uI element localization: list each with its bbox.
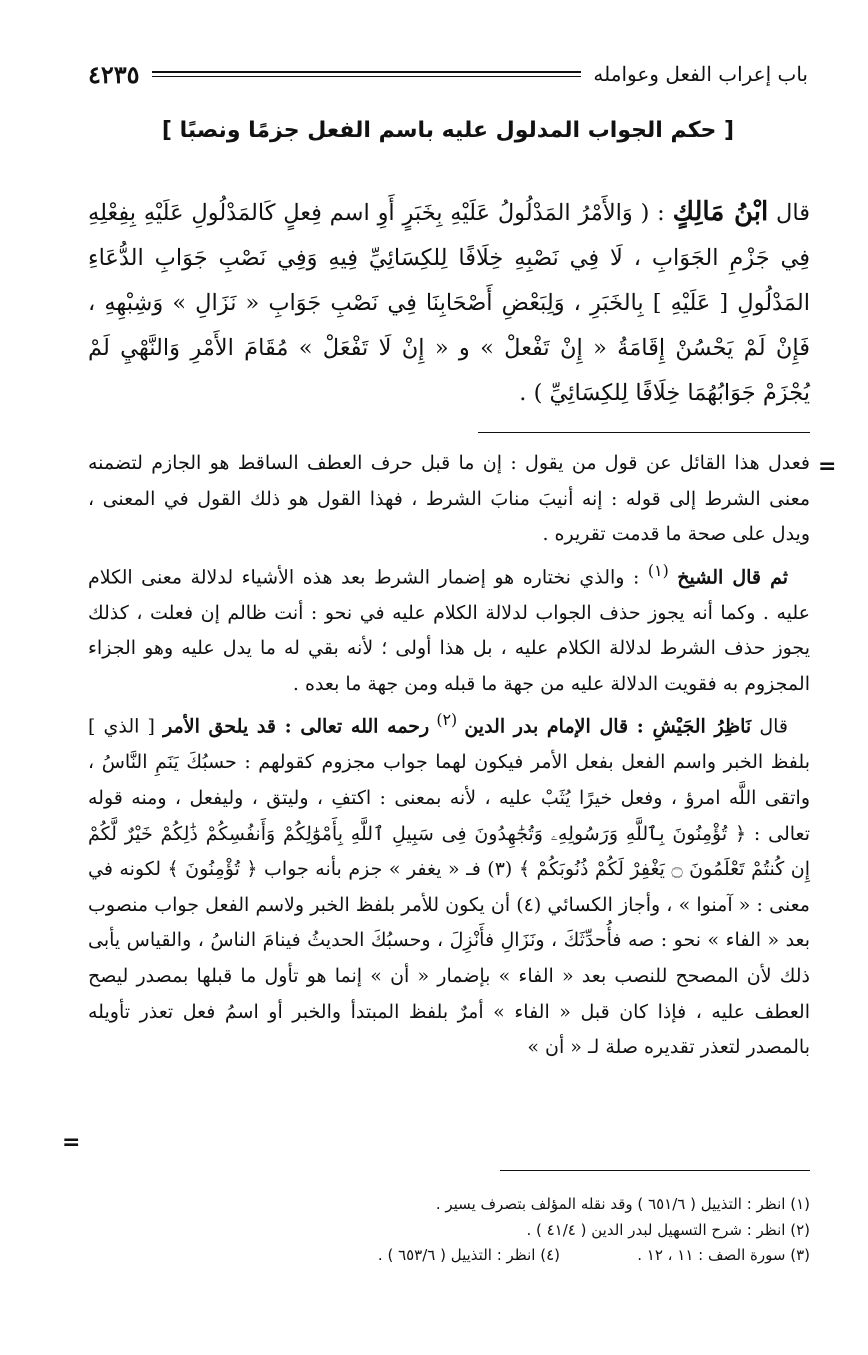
footnote-row-3-4 [88,1243,810,1269]
section-heading: [ حكم الجواب المدلول عليه باسم الفعل جزمًا ونصبًا ] [161,118,735,143]
commentary-paragraph-3-text: [ الذي ] بلفظ الخبر واسم الفعل بفعل الأمر فيكون لهما جواب مجزوم كقولهم : حسبُكَ يَنَمِ النَّاسُ ، واتقى اللَّه امرؤ ، وفعل خيرًا يُثَبْ عليه ، لأنه بمعنى : اكتفِ ، وليتق ، وليفعل ، ومنه قوله تعالى : ﴿ تُؤْمِنُونَ بِٱللَّهِ وَرَسُولِهِۦ وَتُجَٰهِدُونَ فِى سَبِيلِ ٱللَّهِ بِأَمْوَٰلِكُمْ وَأَنفُسِكُمْ ذَٰلِكُمْ خَيْرٌ لَّكُمْ إِن كُنتُمْ تَعْلَمُونَ ۝ يَغْفِرْ لَكُمْ ذُنُوبَكُمْ ﴾ (٣) فـ « يغفر » جزم بأنه جواب ﴿ تُؤْمِنُونَ ﴾ لكونه في معنى : « آمنوا » ، وأجاز الكسائي (٤) أن يكون للأمر بلفظ الخبر ولاسم الفعل جواب منصوب بعد « الفاء » نحو : صه فأُحدِّثَكَ ، ونَزَالِ فأَنْزِلَ ، وحسبُكَ الحديثُ فينامَ الناسُ ، والقياس يأبى ذلك لأن المصحح للنصب بعد « الفاء » بإضمار « أن » إنما هو تأول ما قبلها بمصدر ليصح العطف عليه ، فإذا كان قبل « الفاء » أمرٌ بلفظ المبتدأ والخبر أو اسمُ فعل تعذر تأويله بالمصدر لتعذر تقديره صلة لـ « أن » [88,715,810,1059]
commentary-paragraph-2 [88,553,810,703]
nazir-al-jaysh-name: نَاظِرُ الجَيْشِ [652,715,752,738]
running-head-title: باب إعراب الفعل وعوامله [593,62,808,86]
commentary [88,446,810,1066]
running-head [88,56,808,92]
commentary-paragraph-3 [88,702,810,1065]
footnote-divider [500,1170,810,1171]
footnote-4: (٤) انظر : التذييل ( ٦٥٣/٦ ) . [377,1246,560,1264]
footnote-1: (١) انظر : التذييل ( ٦٥١/٦ ) وقد نقله المؤلف بتصرف يسير . [435,1195,810,1213]
footnote-ref-1: (١) [647,560,669,580]
page-number: ٤٢٣٥ [88,59,140,89]
matn-body: : ( وَالأَمْرُ المَدْلُولُ عَلَيْهِ بِخَبَرٍ أَوِ اسم فِعلٍ كَالمَدْلُولِ عَلَيْهِ بِفِعْلِهِ فِي جَزْمِ الجَوَابِ ، لَا فِي نَصْبِهِ خِلَافًا لِلكِسَائِيِّ فِيهِ وَفِي نَصْبِ جَوَابِ الدُّعَاءِ المَدْلُولِ [ عَلَيْهِ ] بِالخَبَرِ ، وَلِبَعْضِ أَصْحَابِنَا فِي نَصْبِ جَوَابِ « نَزَالِ » وَشِبْهِهِ ، فَإِنْ لَمْ يَحْسُنْ إِقَامَةُ « إِنْ تَفْعلْ » و « إِنْ لَا تَفْعَلْ » مُقَامَ الأَمْرِ وَالنَّهْيِ لَمْ يُجْزَمْ جَوَابُهُمَا خِلَافًا لِلكِسَائِيِّ ) . [88,200,810,406]
running-head-rule [152,71,582,77]
commentary-paragraph-2-text: : والذي نختاره هو إضمار الشرط بعد هذه الأشياء لدلالة معنى الكلام عليه . وكما أنه يجوز حذف الجواب لدلالة الكلام عليه في نحو : أنت ظالم إن فعلت ، كذلك يجوز حذف الشرط لدلالة الكلام عليه ، بل هذا أولى ؛ لأنه بقي له ما يدل عليه وهو الجزاء المجزوم به فقويت الدلالة عليه من جهة ما قبله ومن جهة ما بعده . [88,566,810,695]
rahimahullah-label: رحمه الله تعالى : قد يلحق الأمر [163,715,430,738]
commentary-paragraph-1: فعدل هذا القائل عن قول من يقول : إن ما قبل حرف العطف الساقط هو الجازم لتضمنه معنى الشرط إلى قوله : إنه أنيبَ منابَ الشرط ، فهذا القول هو ذلك القول في المعنى ، ويدل على صحة ما قدمت تقريره . [88,452,810,546]
imam-badr-label: : قال الإمام بدر الدين [464,715,653,738]
matn-text [88,190,810,416]
shaykh-label: ثم قال الشيخ [677,566,789,589]
footnote-ref-2: (٢) [429,710,465,730]
ibn-malik-name: ابْنُ مَالِكٍ [672,197,769,227]
footnotes [88,1192,810,1269]
continuation-mark-bottom: = [62,1130,81,1155]
matn-intro: قال [776,200,810,226]
paragraph-3-intro: قال [759,715,788,738]
footnote-3: (٣) سورة الصف : ١١ ، ١٢ . [637,1246,810,1264]
matn-divider [478,432,810,433]
continuation-mark-top: = [818,454,837,479]
footnote-2: (٢) انظر : شرح التسهيل لبدر الدين ( ٤١/٤ ) . [526,1220,810,1239]
